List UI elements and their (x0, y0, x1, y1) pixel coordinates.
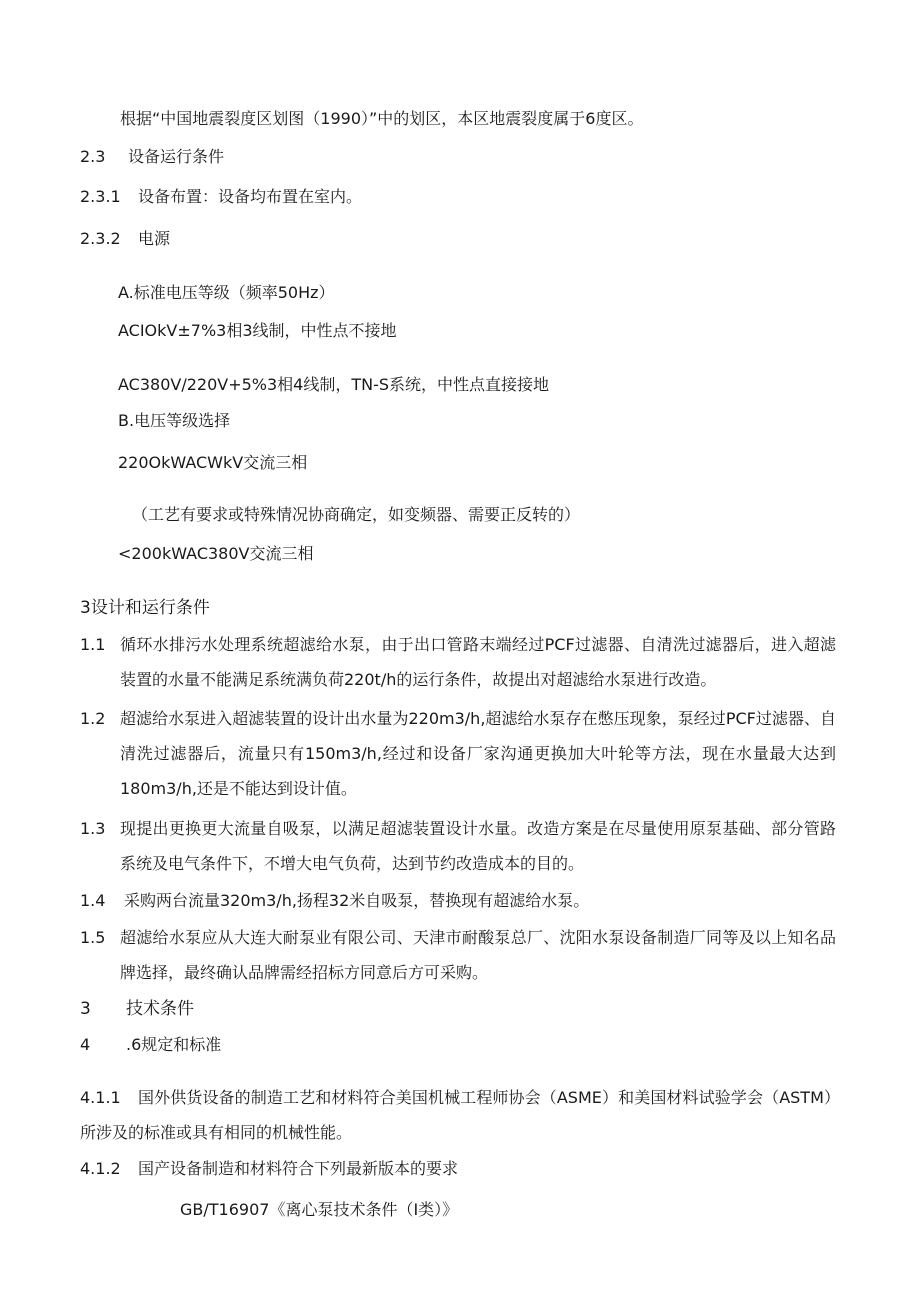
item-1-2-number: 1.2 (80, 709, 106, 728)
voltage-380v: AC380V/220V+5%3相4线制，TN-S系统，中性点直接接地 (118, 375, 550, 394)
voltage-10kv: ACIOkV±7%3相3线制，中性点不接地 (118, 321, 397, 340)
item-1-4-number: 1.4 (80, 891, 106, 910)
section-2-3-2-heading: 电源 (138, 229, 171, 248)
section-3b-heading: 技术条件 (126, 999, 194, 1019)
voltage-note: （工艺有要求或特殊情况协商确定，如变频器、需要正反转的） (132, 505, 581, 524)
item-1-4-text: 采购两台流量320m3/h,扬程32米自吸泵，替换现有超滤给水泵。 (124, 891, 590, 910)
section-2-3-number: 2.3 (80, 147, 106, 166)
section-4-1-1-number: 4.1.1 (80, 1088, 121, 1107)
seismic-paragraph: 根据“中国地震裂度区划图（1990）”中的划区，本区地震裂度属于6度区。 (120, 109, 644, 128)
voltage-220kw: 220OkWACWkV交流三相 (118, 453, 308, 472)
section-2-3-2-number: 2.3.2 (80, 229, 121, 248)
item-1-1-text: 循环水排污水处理系统超滤给水泵，由于出口管路末端经过PCF过滤器、自清洗过滤器后，进入超滤装置的水量不能满足系统满负荷220t/h的运行条件，故提出对超滤给水泵进行改造。 (120, 635, 836, 689)
section-3-heading: 3设计和运行条件 (80, 598, 210, 618)
voltage-200kw: <200kWAC380V交流三相 (118, 544, 314, 563)
section-4-1-1-text: 国外供货设备的制造工艺和材料符合美国机械工程师协会（ASME）和美国材料试验学会（ASTM）所涉及的标准或具有相同的机械性能。 (80, 1088, 832, 1142)
voltage-level-b: B.电压等级选择 (118, 411, 231, 430)
section-2-3-1-number: 2.3.1 (80, 187, 121, 206)
item-1-5-number: 1.5 (80, 928, 106, 947)
item-1-2-text: 超滤给水泵进入超滤装置的设计出水量为220m3/h,超滤给水泵存在憋压现象，泵经过PCF过滤器、自清洗过滤器后，流量只有150m3/h,经过和设备厂家沟通更换加大叶轮等方法，现在水量最大达到180m3/h,还是不能达到设计值。 (120, 709, 836, 798)
item-1-3-text: 现提出更换更大流量自吸泵，以满足超滤装置设计水量。改造方案是在尽量使用原泵基础、部分管路系统及电气条件下，不增大电气负荷，达到节约改造成本的目的。 (120, 819, 836, 873)
section-4-number: 4 (80, 1035, 91, 1054)
section-2-3-1-text: 设备布置：设备均布置在室内。 (138, 187, 363, 206)
voltage-level-a: A.标准电压等级（频率50Hz） (118, 283, 335, 302)
item-1-5-text: 超滤给水泵应从大连大耐泵业有限公司、天津市耐酸泵总厂、沈阳水泵设备制造厂同等及以上知名品牌选择，最终确认品牌需经招标方同意后方可采购。 (120, 928, 836, 982)
section-4-1-2-number: 4.1.2 (80, 1159, 121, 1178)
section-3b-number: 3 (80, 999, 91, 1019)
item-1-1-number: 1.1 (80, 635, 106, 654)
section-2-3-heading: 设备运行条件 (128, 147, 225, 166)
section-4-heading: .6规定和标准 (126, 1035, 222, 1054)
section-4-1-2-text: 国产设备制造和材料符合下列最新版本的要求 (138, 1159, 459, 1178)
item-1-3-number: 1.3 (80, 819, 106, 838)
standard-gb-t16907: GB/T16907《离心泵技术条件（I类）》 (180, 1200, 459, 1219)
